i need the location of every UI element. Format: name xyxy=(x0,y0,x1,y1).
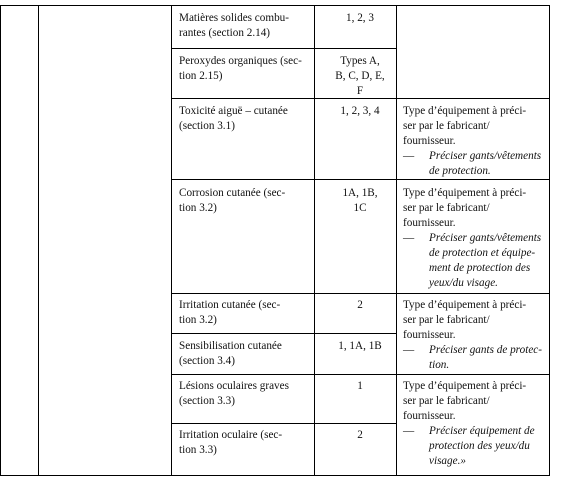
category-cell xyxy=(330,428,390,443)
category-text-line: 1, 1A, 1B xyxy=(338,340,382,352)
row-divider xyxy=(171,423,397,424)
remark-cell xyxy=(403,298,551,373)
category-cell xyxy=(330,379,390,394)
remark-text-line: Type d’équipement à préci- xyxy=(403,380,527,392)
hazard-class-cell xyxy=(179,11,309,41)
column-divider-3 xyxy=(314,5,315,476)
category-text-line: 1C xyxy=(353,202,367,214)
remark-note-line: Préciser gants/vêtements xyxy=(429,232,542,244)
remark-note-line: visage.» xyxy=(429,455,466,467)
remark-text-line: ser par le fabricant/ xyxy=(403,314,490,326)
remark-text-line: Type d’équipement à préci- xyxy=(403,187,527,199)
hazard-text-line: Lésions oculaires graves xyxy=(179,380,289,392)
category-text-line: 2 xyxy=(357,299,363,311)
row-divider xyxy=(171,293,550,294)
hazard-text-line: tion 3.2) xyxy=(179,314,217,326)
remark-note-line: de protection. xyxy=(429,165,491,177)
category-cell xyxy=(330,104,390,119)
hazard-text-line: Toxicité aiguë – cutanée xyxy=(179,105,288,117)
remark-note-line: Préciser gants/vêtements xyxy=(429,150,542,162)
hazard-text-line: Matières solides combu- xyxy=(179,12,289,24)
remark-text-line: fournisseur. xyxy=(403,135,456,147)
remark-text-line: ser par le fabricant/ xyxy=(403,202,490,214)
hazard-class-cell xyxy=(179,428,309,458)
category-text-line: 2 xyxy=(357,429,363,441)
hazard-text-line: Sensibilisation cutanée xyxy=(179,340,282,352)
row-divider xyxy=(171,333,397,334)
column-divider-1 xyxy=(38,5,39,476)
remark-note xyxy=(403,343,551,373)
em-dash: — xyxy=(403,344,415,356)
remark-text-line: fournisseur. xyxy=(403,410,456,422)
hazard-text-line: Irritation oculaire (sec- xyxy=(179,429,283,441)
remark-text-line: Type d’équipement à préci- xyxy=(403,299,527,311)
remark-cell xyxy=(403,379,551,469)
hazard-text-line: tion 3.3) xyxy=(179,444,217,456)
category-cell xyxy=(330,186,390,216)
column-divider-2 xyxy=(171,5,172,476)
hazard-text-line: tion 2.15) xyxy=(179,70,223,82)
table-border-left xyxy=(0,5,1,476)
hazard-class-cell xyxy=(179,54,309,84)
remark-note-line: Préciser équipement de xyxy=(429,425,535,437)
remark-note xyxy=(403,231,551,291)
row-divider xyxy=(171,179,550,180)
hazard-text-line: Irritation cutanée (sec- xyxy=(179,299,281,311)
category-text-line: B, C, D, E, xyxy=(335,70,385,82)
remark-text-line: fournisseur. xyxy=(403,329,456,341)
em-dash: — xyxy=(403,232,415,244)
row-divider xyxy=(171,374,550,375)
hazard-class-cell xyxy=(179,186,309,216)
category-cell xyxy=(330,11,390,26)
row-divider xyxy=(171,48,397,49)
remark-note-line: Préciser gants de protec- xyxy=(429,344,542,356)
remark-note-line: tion. xyxy=(429,359,450,371)
column-divider-4 xyxy=(396,5,397,476)
category-cell xyxy=(330,298,390,313)
category-text-line: 1 xyxy=(357,380,363,392)
hazard-text-line: (section 3.1) xyxy=(179,120,235,132)
hazard-class-cell xyxy=(179,104,309,134)
table-border-top xyxy=(0,5,550,6)
remark-note xyxy=(403,149,551,179)
hazard-class-cell xyxy=(179,298,309,328)
category-text-line: F xyxy=(356,85,364,97)
hazard-text-line: tion 3.2) xyxy=(179,202,217,214)
category-text-line: 1, 2, 3, 4 xyxy=(340,105,380,117)
hazard-text-line: (section 3.3) xyxy=(179,395,235,407)
remark-text-line: fournisseur. xyxy=(403,217,456,229)
remark-note-line: protection des yeux/du xyxy=(429,440,530,452)
remark-note-line: ment de protection des xyxy=(429,262,531,274)
remark-text-line: ser par le fabricant/ xyxy=(403,395,490,407)
remark-cell xyxy=(403,104,551,179)
category-text-line: 1, 2, 3 xyxy=(346,12,374,24)
remark-text-line: Type d’équipement à préci- xyxy=(403,105,527,117)
hazard-class-cell xyxy=(179,379,309,409)
remark-note-line: yeux/du visage. xyxy=(429,277,498,289)
table-border-bottom xyxy=(0,475,550,476)
hazard-text-line: Peroxydes organiques (sec- xyxy=(179,55,302,67)
category-cell xyxy=(330,54,390,99)
remark-text-line: ser par le fabricant/ xyxy=(403,120,490,132)
em-dash: — xyxy=(403,150,415,162)
hazard-text-line: (section 3.4) xyxy=(179,355,235,367)
em-dash: — xyxy=(403,425,415,437)
category-text-line: Types A, xyxy=(340,55,380,67)
category-cell xyxy=(330,339,390,354)
hazard-text-line: Corrosion cutanée (sec- xyxy=(179,187,286,199)
remark-note-line: de protection et équipe- xyxy=(429,247,536,259)
hazard-text-line: rantes (section 2.14) xyxy=(179,27,271,39)
hazard-class-cell xyxy=(179,339,309,369)
remark-note xyxy=(403,424,551,469)
remark-cell xyxy=(403,186,551,291)
category-text-line: 1A, 1B, xyxy=(342,187,378,199)
